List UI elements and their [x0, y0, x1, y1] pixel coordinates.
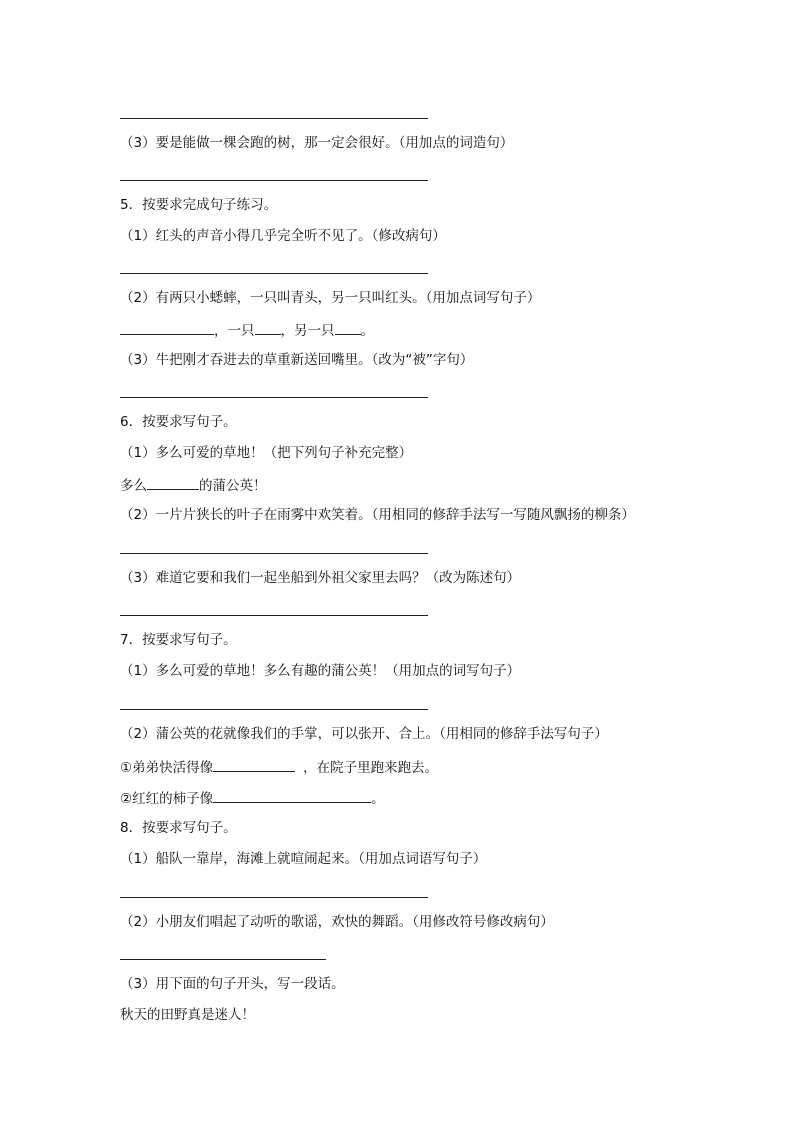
answer-line[interactable]	[120, 118, 428, 119]
answer-line[interactable]	[120, 553, 428, 554]
q8-item3: （3）用下面的句子开头，写一段话。	[120, 976, 345, 992]
q8-item1: （1）船队一靠岸，海滩上就喧闹起来。（用加点词语写句子）	[120, 851, 487, 867]
fill-text: ，一只	[214, 323, 255, 339]
answer-line[interactable]	[120, 959, 326, 960]
q7-item1: （1）多么可爱的草地！多么有趣的蒲公英！（用加点的词写句子）	[120, 663, 521, 679]
fill-text: ，另一只	[280, 323, 335, 339]
q6-item1: （1）多么可爱的草地！（把下列句子补充完整）	[120, 445, 413, 461]
q4-item3: （3）要是能做一棵会跑的树，那一定会很好。（用加点的词造句）	[120, 135, 514, 151]
answer-line[interactable]	[120, 897, 428, 898]
q7-title: 7．按要求写句子。	[120, 632, 237, 648]
fill-text: 多么	[120, 478, 147, 494]
fill-text: 的蒲公英！	[199, 478, 267, 494]
q7-sub2	[120, 788, 385, 808]
q5-item2-fill	[120, 320, 374, 340]
fill-blank[interactable]	[213, 788, 371, 803]
answer-line[interactable]	[120, 709, 428, 710]
fill-blank[interactable]	[335, 320, 361, 335]
q5-item1: （1）红头的声音小得几乎完全听不见了。（修改病句）	[120, 228, 446, 244]
fill-blank[interactable]	[120, 320, 214, 335]
answer-line[interactable]	[120, 615, 428, 616]
fill-blank[interactable]	[213, 757, 295, 772]
answer-line[interactable]	[120, 397, 428, 398]
q6-title: 6．按要求写句子。	[120, 414, 237, 430]
fill-text: ①弟弟快活得像	[120, 760, 214, 776]
q5-title: 5．按要求完成句子练习。	[120, 197, 278, 213]
q5-item3: （3）牛把刚才吞进去的草重新送回嘴里。（改为“被”字句）	[120, 352, 474, 368]
q6-item3: （3）难道它要和我们一起坐船到外祖父家里去吗？（改为陈述句）	[120, 570, 521, 586]
q8-title: 8．按要求写句子。	[120, 820, 237, 836]
answer-line[interactable]	[120, 273, 428, 274]
fill-blank[interactable]	[147, 475, 199, 490]
fill-text: ②红红的柿子像	[120, 791, 214, 807]
q8-item3-start: 秋天的田野真是迷人！	[120, 1007, 255, 1023]
fill-text: 。	[371, 791, 385, 807]
q6-item1-fill	[120, 475, 267, 495]
fill-text: ，在院子里跑来跑去。	[303, 760, 439, 776]
q5-item2: （2）有两只小蟋蟀，一只叫青头，另一只叫红头。（用加点词写句子）	[120, 290, 541, 306]
fill-text: 。	[360, 323, 374, 339]
q7-item2: （2）蒲公英的花就像我们的手掌，可以张开、合上。（用相同的修辞手法写句子）	[120, 726, 608, 742]
fill-blank[interactable]	[255, 320, 281, 335]
q7-sub1	[120, 757, 438, 777]
q6-item2: （2）一片片狭长的叶子在雨雾中欢笑着。（用相同的修辞手法写一写随风飘扬的柳条）	[120, 507, 635, 523]
answer-line[interactable]	[120, 180, 428, 181]
q8-item2: （2）小朋友们唱起了动听的歌谣，欢快的舞蹈。（用修改符号修改病句）	[120, 914, 554, 930]
